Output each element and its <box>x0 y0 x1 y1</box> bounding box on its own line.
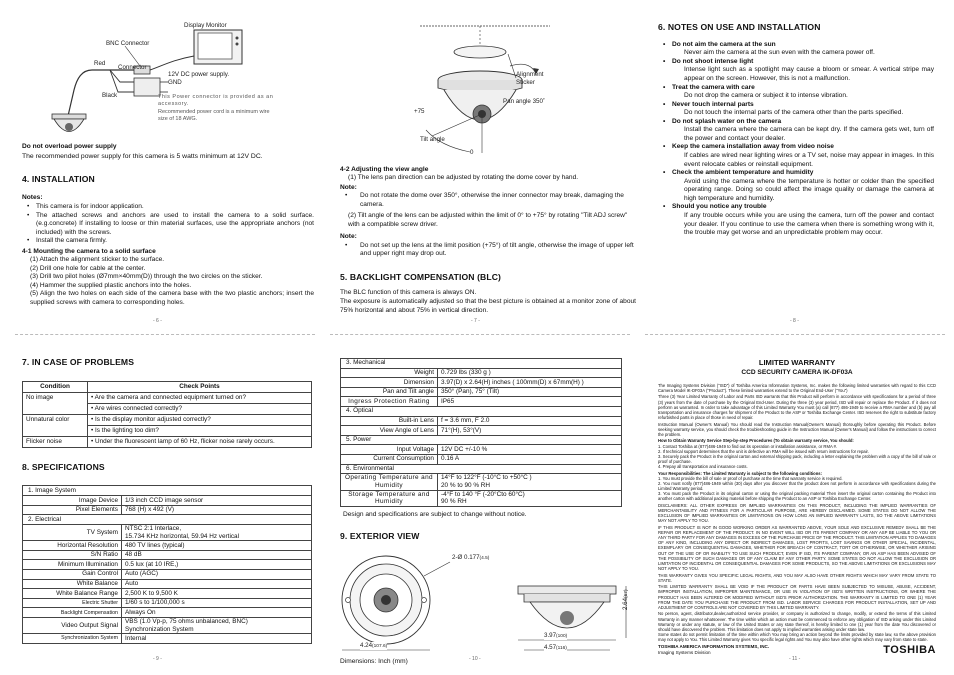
notes-use-item <box>658 169 934 203</box>
page-11 <box>658 358 936 662</box>
warranty-paragraph: Some states do not permit limitation of the time within which You may bring an action beyond the limits provided by state law, so the above provision may not apply to You. This Limited Warranty gives You specific legal rights and You may also have other rights which may vary from state to state. <box>658 631 936 643</box>
spec-value-line: 90 % RH <box>441 498 467 506</box>
tilt-angle-label: Tilt angle <box>420 136 445 143</box>
warranty-paragraph: Three (3) Year Limited Warranty of Labor and Parts ISD warrants that this Product will perform in accordance with specifications for a period of three (3) years from the date of purchase by the Original End-User. During the three (3) year period, ISD will repair or replace the Product. If it does not perform as warranted. In order to take advantage of this Limited Warranty You must (a) call (877) 486-1949 to receive a RMA number and (b) pay all transportation and insurance charges for shipment of the Product to the ASP or Toshiba Exchange Center. ISD reserves the right to substitute factory refurbished parts in place of those in need of repair. <box>658 394 936 420</box>
spec-label: Storage Temperature and Humidity <box>341 490 438 506</box>
warranty-paragraph: 3. Securely pack the Product in the original carton and external shipping pack, including a letter explaining the problem with a copy of the bill of sale or proof of purchase. <box>658 453 936 464</box>
spec-label: Video Output Signal <box>23 617 122 633</box>
exterior-units: Dimensions: Inch (mm) <box>340 658 408 666</box>
page-number-6: - 6 - <box>153 318 162 324</box>
problem-points <box>88 414 312 436</box>
notes-use-item-title: • Do not shoot intense light <box>658 58 934 67</box>
installation-notes-label: Notes: <box>22 193 43 201</box>
problems-heading: 7. IN CASE OF PROBLEMS <box>22 357 135 367</box>
page-9 <box>22 357 314 644</box>
blc-line2: The exposure is automatically adjusted so that the best picture is obtained at a monitor zone of about 75% horizontal and about 75% in vertical direction. <box>340 297 636 314</box>
spec-row <box>23 589 312 599</box>
toshiba-logo: TOSHIBA <box>883 644 936 657</box>
notes-use-item-text: Install the camera where the camera can be kept dry. If the camera gets wet, turn off the power and contact your dealer. <box>684 126 934 142</box>
spec-value-line: 1/60 s to 1/100,000 s <box>125 599 185 607</box>
spec-label: Pan and Tilt angle <box>341 387 438 397</box>
spec-value-line: 0.5 lux (at 10 IRE,) <box>125 560 179 568</box>
spec-label: Minimum Illumination <box>23 560 122 570</box>
check-point: • Are wires connected correctly? <box>88 403 311 413</box>
spec-section-label: 3. Mechanical <box>341 359 622 369</box>
notes-use-item <box>658 41 934 58</box>
specs-note: Design and specifications are subject to change without notice. <box>343 510 527 518</box>
divider <box>15 334 315 335</box>
spec-label: Backlight Compensation <box>23 608 122 618</box>
spec-value <box>122 634 312 644</box>
spec-value-line: Auto (AGC) <box>125 570 159 578</box>
spec-value <box>438 416 622 426</box>
notes-use-item <box>658 101 934 118</box>
top-view-drawing <box>342 556 450 650</box>
power-text: The recommended power supply for this camera is 5 watts minimum at 12V DC. <box>22 153 263 161</box>
warranty-paragraph: 2. You must notify (877)486-1949 within (30) days after you discover that the product does not perform in accordance with specifications during the Limited Warranty period. <box>658 480 936 492</box>
pan-angle-label: Pan angle 350˚ <box>503 98 545 105</box>
side-view-drawing <box>518 586 626 650</box>
spec-label: Input Voltage <box>341 445 438 455</box>
spec-value-line: 48 dB <box>125 551 142 559</box>
mount-step: (1) Attach the alignment sticker to the surface. <box>30 256 165 264</box>
installation-notes <box>22 203 314 246</box>
alignment-sticker-label <box>516 71 556 87</box>
notes-use-item-title: • Should you notice any trouble <box>658 203 934 212</box>
spec-value <box>438 387 622 397</box>
notes-use-item-text: Never aim the camera at the sun even with the camera power off. <box>684 49 875 57</box>
notes-use-item-title: • Treat the camera with care <box>658 84 934 93</box>
spec-value <box>438 454 622 464</box>
check-point: • Is the display monitor adjusted correctly? <box>91 415 211 423</box>
camera-dome-icon <box>52 114 86 132</box>
black-wire-label: Black <box>102 92 118 99</box>
spec-value-line: 1/3 inch CCD image sensor <box>125 496 204 504</box>
spec-value-line: 20 % to 90 % RH <box>441 481 491 489</box>
notes-use-item-text: If any trouble occurs while you are using the camera, turn off the power and contact your dealer. If you continue to use the camera when there is something wrong with it, the trouble may get worse and an unpredictable problem may occur. <box>684 211 934 237</box>
check-points-header: Check Points <box>88 381 312 392</box>
spec-label: Image Device <box>23 496 122 506</box>
notes-use-item-title: • Do not splash water on the camera <box>658 118 934 127</box>
mount-step: (5) Align the two holes on each side of the camera base with the two plastic anchors; insert the supplied screws with camera to corresponding holes. <box>30 290 314 306</box>
spec-section-label: 6. Environmental <box>341 464 622 474</box>
spec-value-line: 480 TV lines (typical) <box>125 541 185 549</box>
problem-points <box>88 436 312 447</box>
warranty-paragraph: THIS LIMITED WARRANTY SHALL BE VOID IF THE PRODUCT OR PARTS HAVE BEEN SUBJECTED TO MISUSE, ABUSE, ACCIDENT, IMPROPER INSTALLATION, IMPROPER MAINTENANCE, OR USE IN VIOLATION OF ISD'S WRITTEN INSTRUCTIONS, OR WHERE THE PRODUCT HAS BEEN ALTERED OR MODIFIED WITHOUT ISD'S PRIOR AUTHORIZATION. THE WARRANTY IS LIMITED TO ONE (1) YEAR FROM THE DATE YOU PURCHASE THE PRODUCT FROM ISD. LABOR SERVICE CHARGES FOR PRODUCT INSTALLATION, SET UP AND ADJUSTMENT OF CONTROLS ARE NOT COVERED BY THIS LIMITED WARRANTY. <box>658 584 936 610</box>
spec-value <box>122 505 312 515</box>
notes-use-item-text: If cables are wired near lighting wires or a TV set, noise may appear in images. In this event relocate cables or reinstall equipment. <box>684 152 934 168</box>
spec-value-line: 768 (H) x 492 (V) <box>125 506 175 514</box>
warranty-paragraph: THIS WARRANTY GIVES YOU SPECIFIC LEGAL RIGHTS, AND YOU MAY ALSO HAVE OTHER RIGHTS WHICH MAY VARY FROM STATE TO STATE. <box>658 572 936 583</box>
spec-value <box>122 524 312 540</box>
notes-use-item-title: • Check the ambient temperature and humidity <box>658 169 934 178</box>
spec-label: White Balance Range <box>23 589 122 599</box>
spec-value-line: 15.734 KHz horizontal, 59.94 Hz vertical <box>125 532 240 540</box>
spec-value <box>438 378 622 388</box>
spec-label: S/N Ratio <box>23 550 122 560</box>
spec-label: White Balance <box>23 579 122 589</box>
page-7 <box>340 18 636 315</box>
spec-label: Synchronization System <box>23 634 122 644</box>
installation-note-item: • The attached screws and anchors are used to install the camera to a solid surface. (e.g.concrete) If installing to loose or thin material surfaces, use the appropriate anchors (not included) with the screws. <box>22 212 314 238</box>
spec-value <box>122 589 312 599</box>
page-number-10: - 10 - <box>469 656 481 662</box>
problem-points <box>88 392 312 414</box>
spec-row <box>23 608 312 618</box>
exterior-heading: 9. EXTERIOR VIEW <box>340 531 420 542</box>
spec-value <box>438 426 622 436</box>
notes-use-item <box>658 118 934 144</box>
alignment-sticker-text: Alignment Sticker <box>516 71 544 86</box>
spec-value-line: Synchronization System <box>125 625 194 633</box>
warranty-paragraph: The Imaging Systems Division ("ISD") of Toshiba America Information Systems, Inc. makes the following limited warranties with regard to this CCD Camera Model IK-DF03A ("Product"). These limited warranties extend to the Original End-User ("You") <box>658 382 936 393</box>
spec-section-row <box>23 515 312 525</box>
spec-value-line: 2,500 K to 9,500 K <box>125 589 178 597</box>
warranty-subtitle: CCD SECURITY CAMERA IK-DF03A <box>741 369 853 377</box>
notes-use-item-title: • Do not aim the camera at the sun <box>658 41 934 50</box>
spec-value-line: 12V DC +/-10 % <box>441 445 488 453</box>
warranty-title: LIMITED WARRANTY <box>758 358 836 367</box>
spec-row <box>23 550 312 560</box>
spec-value-line: Always On <box>125 608 156 616</box>
page-number-11: - 11 - <box>789 656 801 662</box>
mount-step: (4) Hammer the supplied plastic anchors into the holes. <box>30 281 192 289</box>
zero-label: 0 <box>470 149 474 156</box>
spec-label: Dimension <box>341 378 438 388</box>
spec-row <box>341 474 622 490</box>
spec-value-line: Auto <box>125 580 139 588</box>
power-title: Do not overload power supply <box>22 143 117 150</box>
spec-row <box>23 524 312 540</box>
spec-value-line: 3.97(D) x 2.64(H) inches ( 100mm(D) x 67mm(H) ) <box>441 378 584 386</box>
spec-value-line: f = 3.6 mm, F 2.0 <box>441 417 490 425</box>
spec-value <box>438 474 622 490</box>
installation-note-item: • This camera is for indoor application. <box>22 203 314 212</box>
spec-value-line: 71°(H), 53°(V) <box>441 426 482 434</box>
spec-row <box>23 541 312 551</box>
spec-value <box>122 579 312 589</box>
notes-use-item-text: Do not touch the internal parts of the camera other than the parts specified. <box>684 109 904 117</box>
installation-note-item: • Install the camera firmly. <box>22 237 314 246</box>
notes-use-list <box>658 41 934 238</box>
height-dimension: 2.64(67) <box>622 589 629 611</box>
spec-row <box>341 426 622 436</box>
warranty-paragraph: 3. You must pack the Product in its original carton or using the original packing material Then insert the original carton containing the Product into another carton with additional packing material before shipping the Product to an ASP or Toshiba Exchange Center. <box>658 491 936 502</box>
division-name: Imaging Systems Division <box>658 649 711 655</box>
condition-header: Condition <box>23 381 88 392</box>
spec-row <box>23 505 312 515</box>
spec-row <box>23 560 312 570</box>
mount-title: 4-1 Mounting the camera to a solid surface <box>22 247 156 255</box>
spec-value <box>122 541 312 551</box>
spec-row <box>341 416 622 426</box>
spec-section-label: 2. Electrical <box>23 515 312 525</box>
spec-section-row <box>341 464 622 474</box>
spec-value-line: Internal <box>125 634 147 642</box>
view-angle-title: 4-2 Adjusting the view angle <box>340 166 429 173</box>
specs-table-continued <box>340 358 622 507</box>
spec-value-line: 0.729 lbs (330 g ) <box>441 369 491 377</box>
installation-heading: 4. INSTALLATION <box>22 174 95 185</box>
spec-label: Weight <box>341 368 438 378</box>
spec-value <box>122 608 312 618</box>
note-line3: Recommended power cord is a minimum wire <box>158 108 270 115</box>
specs-heading: 8. SPECIFICATIONS <box>22 461 105 472</box>
spec-value <box>122 570 312 580</box>
note-line2: accessory. <box>158 101 189 108</box>
spec-section-row <box>341 435 622 445</box>
spec-value <box>122 496 312 506</box>
spec-value <box>438 397 622 407</box>
spec-row <box>341 490 622 506</box>
spec-row <box>341 397 622 407</box>
view-angle-diagram <box>340 18 636 163</box>
divider <box>330 334 630 335</box>
hole-dimension: 2-Ø 0.177(4.5) <box>452 554 490 562</box>
spec-row <box>341 454 622 464</box>
spec-value <box>122 598 312 608</box>
spec-value-line: -4°F to 140 °F (-20°Cto 60°C) <box>441 490 525 498</box>
base-dimension: 4.57(116) <box>544 644 567 652</box>
alignment-sticker-icon <box>454 46 506 58</box>
notes-use-item <box>658 58 934 84</box>
blc-line1: The BLC function of this camera is always ON. <box>340 289 477 297</box>
problems-row <box>23 436 312 447</box>
plus75-label: +75 <box>414 108 425 115</box>
view-angle-step1: (1) The lens pan direction can be adjusted by rotating the dome cover by hand. <box>348 174 579 182</box>
spec-value-line: 0.16 A <box>441 455 460 463</box>
spec-label: Current Consumption <box>341 454 438 464</box>
spec-label: Operating Temperature and Humidity <box>341 474 438 490</box>
view-angle-note1: • Do not rotate the dome over 350°, otherwise the inner connector may break, damaging the camera. <box>340 192 636 209</box>
width-dimension: 4.24(107.6) <box>360 642 388 650</box>
spec-row <box>23 634 312 644</box>
spec-label: Built-in Lens <box>341 416 438 426</box>
problems-row <box>23 392 312 414</box>
spec-row <box>341 368 622 378</box>
notes-use-item <box>658 143 934 169</box>
spec-value <box>438 490 622 506</box>
page-number-8: - 8 - <box>790 318 799 324</box>
warranty-paragraph: DISCLAIMERS: ALL OTHER EXPRESS OR IMPLIED WARRANTIES ON THIS PRODUCT, INCLUDING THE IMPLIED WARRANTIES OF MERCHANTABILITY AND FITNESS FOR A PARTICULAR PURPOSE, ARE HEREBY DISCLAIMED. SOME STATES DO NOT ALLOW THE EXCLUSION OF IMPLIED WARRANTIES OR LIMITATIONS ON HOW LONG AN IMPLIED WARRANTY LASTS, SO THE ABOVE LIMITATIONS MAY NOT APPLY TO YOU. <box>658 502 936 524</box>
spec-value <box>438 368 622 378</box>
spec-label: Horizontal Resolution <box>23 541 122 551</box>
warranty-body <box>658 383 936 643</box>
check-point: • Are the camera and connected equipment turned on? <box>91 393 247 401</box>
note-line1: This Power connector is provided as an <box>158 94 274 100</box>
spec-value-line: NTSC 2:1 Interlace, <box>125 524 182 532</box>
view-angle-note-label: Note: <box>340 183 357 191</box>
notes-use-item <box>658 84 934 101</box>
view-angle-svg <box>340 18 636 163</box>
red-wire-label: Red <box>94 60 106 67</box>
spec-row <box>341 445 622 455</box>
spec-section-row <box>23 486 312 496</box>
view-angle-step2: (2) Tilt angle of the lens can be adjusted within the limit of 0° to +75° by rotating "Tilt ADJ screw" with a compatible screw driver. <box>348 212 628 228</box>
warranty-paragraph: How to Obtain Warranty Service Step-by-step Procedures (To obtain warranty service, You should: <box>658 438 854 444</box>
spec-section-row <box>341 359 622 369</box>
check-point: • Is the lighting too dim? <box>88 425 311 435</box>
notes-use-item-title: • Keep the camera installation away from video noise <box>658 143 934 152</box>
spec-label: Gain Control <box>23 570 122 580</box>
spec-row <box>341 378 622 388</box>
power-connector-icon <box>134 78 160 96</box>
warranty-paragraph: Your Responsibilities: The Limited Warranty is subject to the following conditions: <box>658 470 823 476</box>
mount-steps <box>22 256 314 307</box>
warranty-paragraph: No person, agent, distributor,dealer,authorized service provider, or company is authorized to change, modify, or extend the terms of this Limited Warranty in any manner whatsoever. The time within which an action must be commenced to enforce any obligation of ISD arising under this Limited Warranty or under any statute, or law of the United States or any state thereof, is hereby limited to one (1) year from the date You discovered or should have discovered the problem. This limitation does not apply to implied warranties arising under state law. <box>658 611 936 632</box>
spec-value-line: VBS (1.0 Vp-p, 75 ohms unbalanced, BNC) <box>125 617 248 625</box>
page-6 <box>22 18 314 307</box>
top-dimension: 3.97(100) <box>544 632 568 640</box>
page-10 <box>340 358 636 667</box>
spec-label: View Angle of Lens <box>341 426 438 436</box>
spec-row <box>341 387 622 397</box>
blc-heading: 5. BACKLIGHT COMPENSATION (BLC) <box>340 271 501 282</box>
warranty-paragraph: Instruction Manual (Owner's Manual) You should read the Instruction Manual(Owner's Manual) thoroughly before operating this Product. Before seeking warranty service, you should check the troubleshooting guide in the Instruction Manual (Owner's Manual) and follow the instructions to correct the problem. <box>658 421 936 437</box>
notes-use-item-text: Intense light such as a spotlight may cause a bloom or smear. A vertical stripe may appear on the screen. However, this is not a malfunction. <box>684 66 934 82</box>
spec-value <box>122 617 312 633</box>
spec-row <box>23 496 312 506</box>
spec-row <box>23 617 312 633</box>
spec-label: Electric Shutter <box>23 598 122 608</box>
spec-section-row <box>341 406 622 416</box>
power-supply-line2: GND <box>168 79 182 87</box>
spec-value <box>122 550 312 560</box>
page-number-7: - 7 - <box>471 318 480 324</box>
spec-row <box>23 570 312 580</box>
problems-table <box>22 381 312 448</box>
warranty-paragraph: 4. Prepay all transportation and insurance costs. <box>658 464 748 470</box>
spec-label: TV System <box>23 524 122 540</box>
spec-value-line: 14°F to 122°F (-10°C to +50°C ) <box>441 474 532 482</box>
spec-value <box>122 560 312 570</box>
view-angle-note2: • Do not set up the lens at the limit position (+75°) of tilt angle, otherwise the image of upper left and upper right may drop out. <box>340 242 636 259</box>
spec-section-label: 4. Optical <box>341 406 622 416</box>
connection-diagram <box>22 18 314 143</box>
exterior-view-diagram <box>340 546 636 662</box>
note-line4: size of 18 AWG. <box>158 116 198 123</box>
notes-use-item-title: • Never touch internal parts <box>658 101 934 110</box>
spec-section-label: 1. Image System <box>23 486 312 496</box>
power-connector-note <box>158 94 314 124</box>
page-number-9: - 9 - <box>153 656 162 662</box>
spec-row <box>23 598 312 608</box>
warranty-paragraph: 1. Contact Toshiba at (877)486-1949 to find out its operation or installation assistance, or RMA #. <box>658 443 838 449</box>
power-supply-line1: 12V DC power supply. <box>168 71 230 78</box>
problems-header-row <box>23 381 312 392</box>
warranty-paragraph: IF THIS PRODUCT IS NOT IN GOOD WORKING ORDER AS WARRANTED ABOVE, YOUR SOLE AND EXCLUSIVE REMEDY SHALL BE THE REPAIR OR REPLACEMENT OF THE PRODUCT. IN NO EVENT WILL ISD OR ITS PARENT COMPANY OR ANY ASP BE LIABLE TO YOU OR ANY THIRD PARTY FOR ANY DAMAGES IN EXCESS OF THE PURCHASE PRICE OF THE PRODUCT. THIS LIMITATION APPLIES TO DAMAGES OF ANY KIND, INCLUDING ANY DIRECT OR INDIRECT DAMAGES, LOST PROFITS, LOST SAVINGS OR OTHER SPECIAL, INCIDENTAL, EXEMPLARY OR CONSEQUENTIAL DAMAGES, WHETHER FOR BREACH OF CONTRACT, TORT OR OTHERWISE, OR WHETHER ARISING OUT OF THE USE OF OR INABILITY TO USE SUCH PRODUCT, EVEN IF ISD, ITS PARENT COMPANY, OR AN ASP HAS BEEN ADVISED OF THE POSSIBILITY OF SUCH DAMAGES OR OF ANY CLAIM BY ANY OTHER PARTY. SOME STATES DO NOT ALLOW THE EXCLUSION OR LIMITATION OF INCIDENTAL OR CONSEQUENTIAL DAMAGES FOR SOME PRODUCTS, SO THE ABOVE LIMITATIONS OR EXCLUSIONS MAY NOT APPLY TO YOU. <box>658 524 936 571</box>
bnc-connector-label: BNC Connector <box>106 40 150 47</box>
spec-label: Ingress Protection Rating <box>341 397 438 407</box>
mount-step: (3) Drill two pilot holes (Ø7mm×40mm(D)) through the two circles on the sticker. <box>30 273 263 281</box>
mount-step: (2) Drill one hole for cable at the center. <box>30 264 146 272</box>
spec-value-line: IP65 <box>441 397 455 405</box>
spec-value <box>438 445 622 455</box>
connector-label: Connector <box>118 64 147 71</box>
spec-section-label: 5. Power <box>341 435 622 445</box>
problems-row <box>23 414 312 436</box>
specs-table <box>22 485 312 643</box>
spec-value-line: 350° (Pan), 75° (Tilt) <box>441 388 500 396</box>
warranty-paragraph: 2. If technical support determines that the unit is defective an RMA will be issued with return instructions for repair. <box>658 448 869 454</box>
divider <box>645 334 945 335</box>
notes-use-item-text: Do not drop the camera or subject it to intense vibration. <box>684 92 848 100</box>
problem-condition: No image <box>23 392 88 414</box>
notes-use-item <box>658 203 934 237</box>
company-name: TOSHIBA AMERICA INFORMATION SYSTEMS, INC. <box>658 644 770 650</box>
spec-label: Pixel Elements <box>23 505 122 515</box>
check-point: • Under the fluorescent lamp of 60 Hz, flicker noise rarely occurs. <box>91 437 275 445</box>
notes-use-item-text: Avoid using the camera where the temperature is hotter or colder than the specified operating range. Doing so could affect the image quality or damage the camera at high temperature and humidity. <box>684 177 934 202</box>
view-angle-note2-label: Note: <box>340 233 357 241</box>
power-supply-label <box>168 71 229 87</box>
problem-condition: Flicker noise <box>23 436 88 447</box>
warranty-paragraph: 1. You must provide the bill of sale or proof of purchase at the time that warranty service is required. <box>658 475 843 481</box>
page-8 <box>658 22 934 238</box>
notes-use-heading: 6. NOTES ON USE AND INSTALLATION <box>658 22 821 32</box>
problem-condition: Unnatural color <box>23 414 88 436</box>
spec-row <box>23 579 312 589</box>
display-monitor-label: Display Monitor <box>184 22 227 29</box>
